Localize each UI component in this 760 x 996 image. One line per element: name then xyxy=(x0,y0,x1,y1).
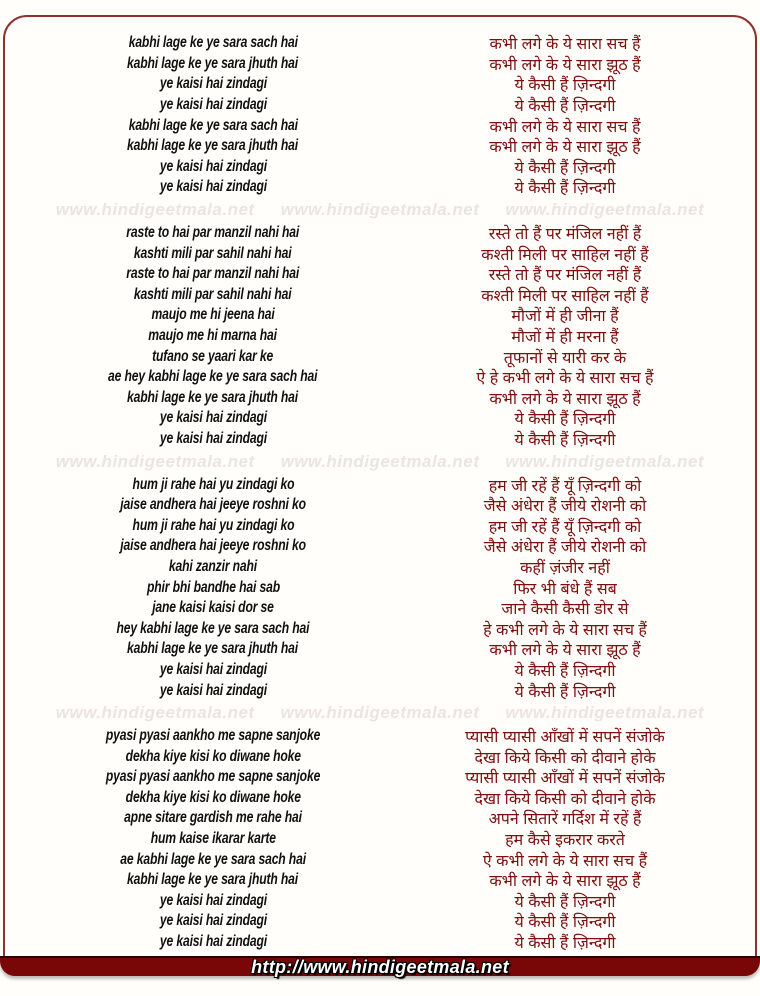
latin-lyric-line: ye kaisi hai zindagi xyxy=(159,891,267,909)
watermark-text: www.hindigeetmala.net xyxy=(280,703,480,723)
latin-lyric-line: kabhi lage ke ye sara jhuth hai xyxy=(127,137,299,155)
hindi-lyric-line: अपने सितारें गर्दिश में रहें हैं xyxy=(488,811,642,829)
hindi-lyric-line: कभी लगे के ये सारा झूठ हैं xyxy=(489,139,641,157)
hindi-lyric-line: तूफानों से यारी कर के xyxy=(503,349,627,367)
hindi-lyric-line: ऐ हे कभी लगे के ये सारा सच हैं xyxy=(476,370,654,388)
lyric-row xyxy=(0,157,760,178)
lyric-row xyxy=(0,429,760,450)
hindi-lyric-line: जैसे अंधेरा हैं जीये रोशनी को xyxy=(483,539,647,557)
latin-lyric-line: dekha kiye kisi ko diwane hoke xyxy=(125,788,301,806)
latin-lyric-line: ye kaisi hai zindagi xyxy=(159,429,267,447)
lyric-row xyxy=(0,680,760,701)
latin-lyric-line: ye kaisi hai zindagi xyxy=(159,178,267,196)
latin-lyric-line: kabhi lage ke ye sara jhuth hai xyxy=(127,54,299,72)
latin-lyric-line: tufano se yaari kar ke xyxy=(152,347,274,365)
latin-lyric-line: ye kaisi hai zindagi xyxy=(159,75,267,93)
watermark-text: www.hindigeetmala.net xyxy=(55,200,255,220)
lyric-row xyxy=(0,243,760,264)
hindi-lyric-line: कहीं ज़ंजीर नहीं xyxy=(520,559,610,577)
hindi-lyric-line: ये कैसी हैं ज़िन्दगी xyxy=(514,893,616,911)
latin-lyric-line: kashti mili par sahil nahi hai xyxy=(134,285,292,303)
lyric-row xyxy=(0,577,760,598)
lyric-row xyxy=(0,557,760,578)
watermark-text: www.hindigeetmala.net xyxy=(55,703,255,723)
lyric-row xyxy=(0,808,760,829)
watermark-row xyxy=(0,449,760,474)
hindi-lyric-line: ऐ कभी लगे के ये सारा सच हैं xyxy=(482,852,648,870)
lyric-row xyxy=(0,285,760,306)
latin-lyric-line: kashti mili par sahil nahi hai xyxy=(134,244,292,262)
latin-lyric-line: kabhi lage ke ye sara sach hai xyxy=(128,116,298,134)
footer-bar xyxy=(0,956,760,976)
lyric-row xyxy=(0,891,760,912)
hindi-lyric-line: ये कैसी हैं ज़िन्दगी xyxy=(514,935,616,953)
lyric-row xyxy=(0,388,760,409)
latin-lyric-line: pyasi pyasi aankho me sapne sanjoke xyxy=(105,768,321,786)
latin-lyric-line: jaise andhera hai jeeye roshni ko xyxy=(120,496,306,514)
lyric-row xyxy=(0,515,760,536)
lyric-row xyxy=(0,115,760,136)
lyric-row xyxy=(0,660,760,681)
hindi-lyric-line: ये कैसी हैं ज़िन्दगी xyxy=(514,411,616,429)
lyric-row xyxy=(0,639,760,660)
latin-lyric-line: hum ji rahe hai yu zindagi ko xyxy=(132,475,294,493)
lyric-row xyxy=(0,788,760,809)
hindi-lyric-line: प्यासी प्यासी आँखों में सपनें संजोके xyxy=(465,729,665,747)
lyric-row xyxy=(0,74,760,95)
watermark-text: www.hindigeetmala.net xyxy=(280,200,480,220)
hindi-lyric-line: जैसे अंधेरा हैं जीये रोशनी को xyxy=(483,498,647,516)
lyric-row xyxy=(0,911,760,932)
latin-lyric-line: jaise andhera hai jeeye roshni ko xyxy=(120,537,306,555)
watermark-text: www.hindigeetmala.net xyxy=(505,200,705,220)
lyric-row xyxy=(0,408,760,429)
lyric-row xyxy=(0,932,760,953)
hindi-lyric-line: रस्ते तो हैं पर मंजिल नहीं हैं xyxy=(488,226,642,244)
hindi-lyric-line: ये कैसी हैं ज़िन्दगी xyxy=(514,683,616,701)
latin-lyric-line: pyasi pyasi aankho me sapne sanjoke xyxy=(105,727,321,745)
hindi-lyric-line: हम जी रहें हैं यूँ ज़िन्दगी को xyxy=(488,518,642,536)
latin-lyric-line: ye kaisi hai zindagi xyxy=(159,409,267,427)
watermark-text: www.hindigeetmala.net xyxy=(505,703,705,723)
latin-lyric-line: maujo me hi marna hai xyxy=(148,327,278,345)
lyric-row xyxy=(0,536,760,557)
hindi-lyric-line: हम जी रहें हैं यूँ ज़िन्दगी को xyxy=(488,477,642,495)
hindi-lyric-line: ये कैसी हैं ज़िन्दगी xyxy=(514,98,616,116)
lyric-row xyxy=(0,618,760,639)
hindi-lyric-line: प्यासी प्यासी आँखों में सपनें संजोके xyxy=(465,770,665,788)
lyric-row xyxy=(0,726,760,747)
hindi-lyric-line: देखा किये किसी को दीवाने होके xyxy=(474,749,656,767)
lyric-row xyxy=(0,495,760,516)
latin-lyric-line: ye kaisi hai zindagi xyxy=(159,157,267,175)
hindi-lyric-line: कभी लगे के ये सारा झूठ हैं xyxy=(489,56,641,74)
lyric-row xyxy=(0,849,760,870)
latin-lyric-line: kabhi lage ke ye sara jhuth hai xyxy=(127,388,299,406)
latin-lyric-line: hum kaise ikarar karte xyxy=(150,830,276,848)
latin-lyric-line: maujo me hi jeena hai xyxy=(151,306,275,324)
lyric-row xyxy=(0,326,760,347)
latin-lyric-line: ye kaisi hai zindagi xyxy=(159,96,267,114)
hindi-lyric-line: कश्ती मिली पर साहिल नहीं हैं xyxy=(481,287,649,305)
hindi-lyric-line: रस्ते तो हैं पर मंजिल नहीं हैं xyxy=(488,267,642,285)
latin-lyric-line: ae kabhi lage ke ye sara sach hai xyxy=(120,850,306,868)
latin-lyric-line: ye kaisi hai zindagi xyxy=(159,681,267,699)
latin-lyric-line: jane kaisi kaisi dor se xyxy=(152,599,274,617)
latin-lyric-line: kabhi lage ke ye sara jhuth hai xyxy=(127,640,299,658)
lyrics-body xyxy=(0,33,760,952)
hindi-lyric-line: कभी लगे के ये सारा सच हैं xyxy=(489,118,641,136)
latin-lyric-line: ye kaisi hai zindagi xyxy=(159,912,267,930)
latin-lyric-line: phir bhi bandhe hai sab xyxy=(146,578,280,596)
hindi-lyric-line: देखा किये किसी को दीवाने होके xyxy=(474,790,656,808)
lyric-row xyxy=(0,33,760,54)
hindi-lyric-line: कश्ती मिली पर साहिल नहीं हैं xyxy=(481,246,649,264)
latin-lyric-line: raste to hai par manzil nahi hai xyxy=(126,265,300,283)
hindi-lyric-line: ये कैसी हैं ज़िन्दगी xyxy=(514,180,616,198)
watermark-row xyxy=(0,701,760,726)
lyric-row xyxy=(0,870,760,891)
latin-lyric-line: hum ji rahe hai yu zindagi ko xyxy=(132,516,294,534)
hindi-lyric-line: कभी लगे के ये सारा झूठ हैं xyxy=(489,873,641,891)
hindi-lyric-line: मौजों में ही जीना हैं xyxy=(511,308,619,326)
hindi-lyric-line: कभी लगे के ये सारा सच हैं xyxy=(489,36,641,54)
hindi-lyric-line: कभी लगे के ये सारा झूठ हैं xyxy=(489,642,641,660)
lyric-row xyxy=(0,598,760,619)
lyric-row xyxy=(0,305,760,326)
latin-lyric-line: kabhi lage ke ye sara jhuth hai xyxy=(127,871,299,889)
latin-lyric-line: hey kabhi lage ke ye sara sach hai xyxy=(116,619,310,637)
footer-site-url: http://www.hindigeetmala.net xyxy=(251,956,509,977)
latin-lyric-line: kahi zanzir nahi xyxy=(168,557,258,575)
hindi-lyric-line: ये कैसी हैं ज़िन्दगी xyxy=(514,914,616,932)
watermark-text: www.hindigeetmala.net xyxy=(55,451,255,471)
latin-lyric-line: ye kaisi hai zindagi xyxy=(159,660,267,678)
lyric-row xyxy=(0,767,760,788)
latin-lyric-line: dekha kiye kisi ko diwane hoke xyxy=(125,747,301,765)
lyric-row xyxy=(0,95,760,116)
latin-lyric-line: kabhi lage ke ye sara sach hai xyxy=(128,34,298,52)
hindi-lyric-line: ये कैसी हैं ज़िन्दगी xyxy=(514,662,616,680)
lyric-row xyxy=(0,54,760,75)
lyric-row xyxy=(0,177,760,198)
lyric-row xyxy=(0,223,760,244)
latin-lyric-line: ae hey kabhi lage ke ye sara sach hai xyxy=(108,368,318,386)
latin-lyric-line: raste to hai par manzil nahi hai xyxy=(126,224,300,242)
watermark-row xyxy=(0,198,760,223)
hindi-lyric-line: ये कैसी हैं ज़िन्दगी xyxy=(514,77,616,95)
lyric-row xyxy=(0,264,760,285)
hindi-lyric-line: हम कैसे इकरार करते xyxy=(505,832,625,850)
lyric-row xyxy=(0,367,760,388)
hindi-lyric-line: ये कैसी हैं ज़िन्दगी xyxy=(514,431,616,449)
lyric-row xyxy=(0,474,760,495)
watermark-text: www.hindigeetmala.net xyxy=(280,451,480,471)
watermark-text: www.hindigeetmala.net xyxy=(505,451,705,471)
lyric-row xyxy=(0,746,760,767)
hindi-lyric-line: मौजों में ही मरना हैं xyxy=(511,329,619,347)
hindi-lyric-line: कभी लगे के ये सारा झूठ हैं xyxy=(489,390,641,408)
hindi-lyric-line: ये कैसी हैं ज़िन्दगी xyxy=(514,159,616,177)
lyric-row xyxy=(0,136,760,157)
hindi-lyric-line: फिर भी बंधे हैं सब xyxy=(513,580,617,598)
latin-lyric-line: ye kaisi hai zindagi xyxy=(159,933,267,951)
hindi-lyric-line: जाने कैसी कैसी डोर से xyxy=(501,601,629,619)
lyric-row xyxy=(0,346,760,367)
latin-lyric-line: apne sitare gardish me rahe hai xyxy=(124,809,302,827)
lyric-row xyxy=(0,829,760,850)
hindi-lyric-line: हे कभी लगे के ये सारा सच हैं xyxy=(483,621,647,639)
